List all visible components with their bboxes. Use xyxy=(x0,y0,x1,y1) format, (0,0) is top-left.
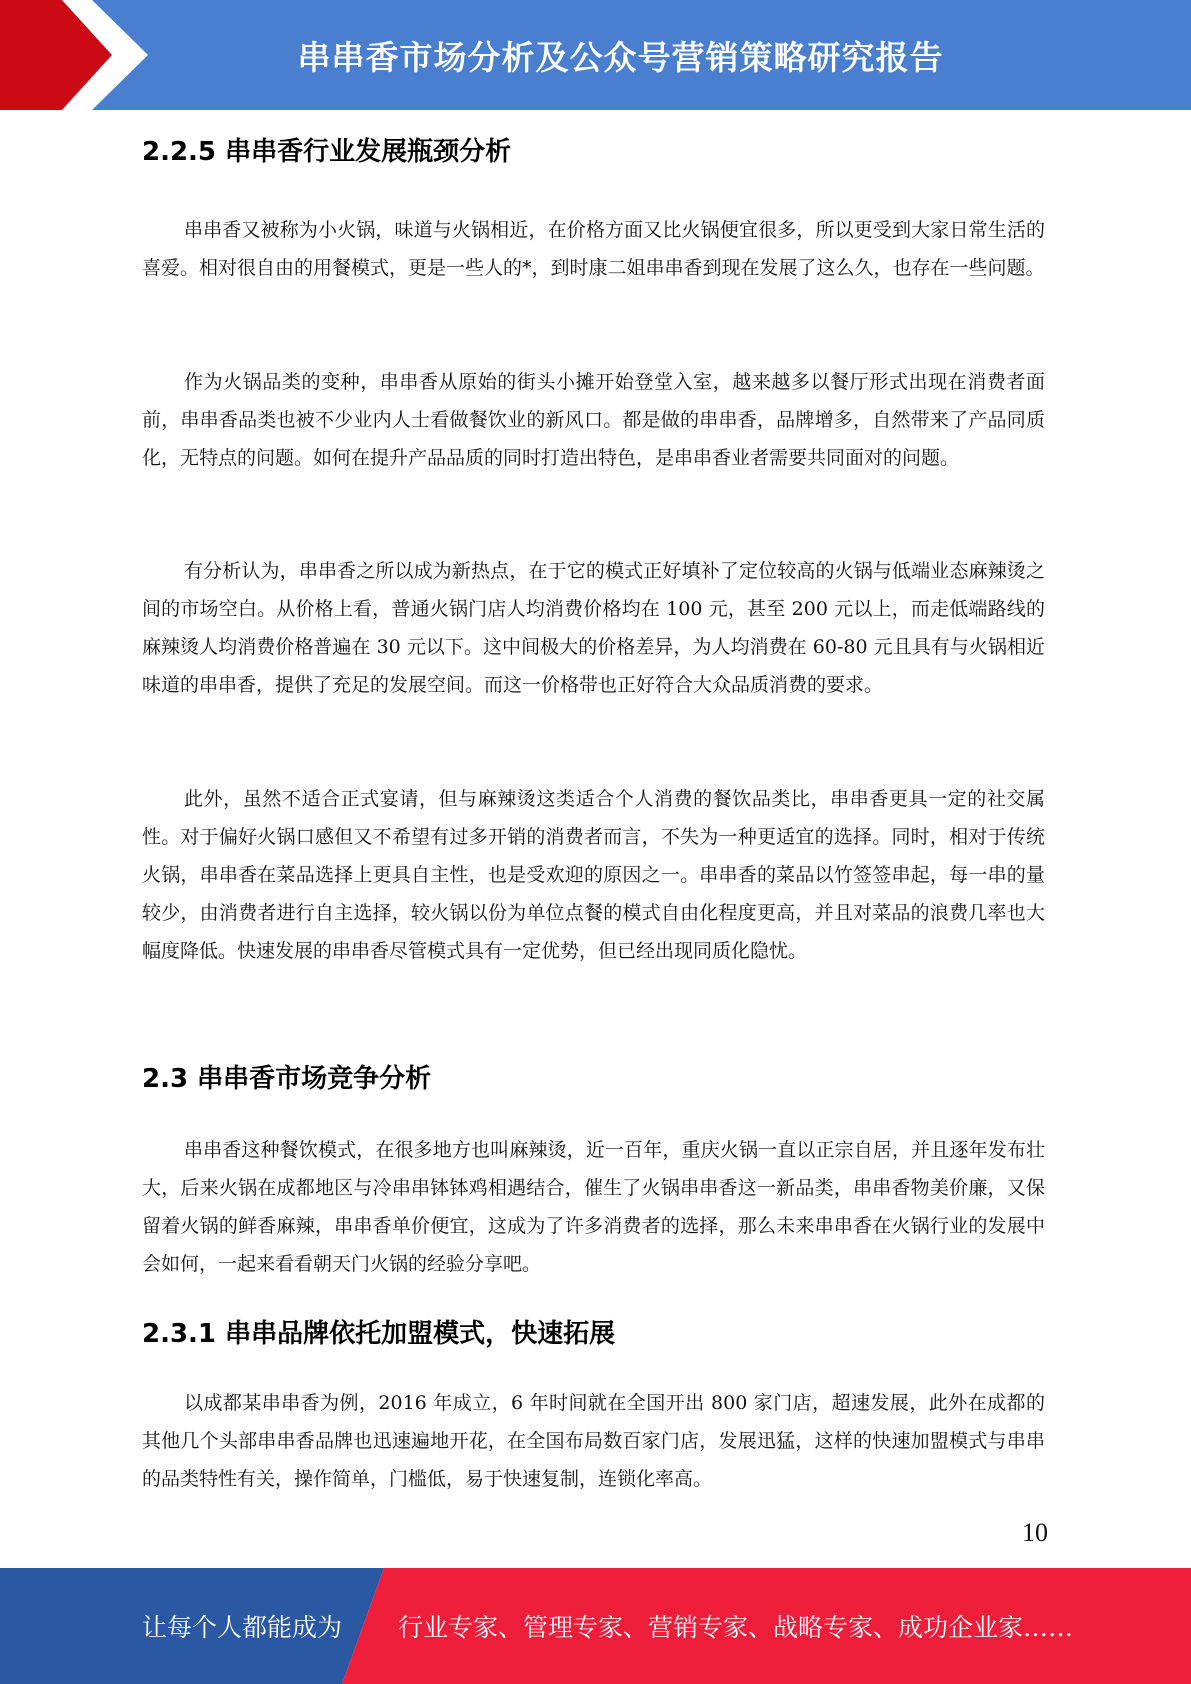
section-heading-2-2-5: 2.2.5 串串香行业发展瓶颈分析 xyxy=(142,137,512,167)
footer-slogan-right: 行业专家、管理专家、营销专家、战略专家、成功企业家…… xyxy=(398,1613,1074,1642)
paragraph: 此外，虽然不适合正式宴请，但与麻辣烫这类适合个人消费的餐饮品类比，串串香更具一定的社交属性。对于偏好火锅口感但又不希望有过多开销的消费者而言，不失为一种更适宜的选择。同时，相对于传统火锅，串串香在菜品选择上更具自主性，也是受欢迎的原因之一。串串香的菜品以竹签签串起，每一串的量较少，由消费者进行自主选择，较火锅以份为单位点餐的模式自由化程度更高，并且对菜品的浪费几率也大幅度降低。快速发展的串串香尽管模式具有一定优势，但已经出现同质化隐忧。 xyxy=(142,788,1045,962)
paragraph: 串串香这种餐饮模式，在很多地方也叫麻辣烫，近一百年，重庆火锅一直以正宗自居，并且逐年发布壮大，后来火锅在成都地区与冷串串钵钵鸡相遇结合，催生了火锅串串香这一新品类，串串香物美价廉，又保留着火锅的鲜香麻辣，串串香单价便宜，这成为了许多消费者的选择，那么未来串串香在火锅行业的发展中会如何，一起来看看朝天门火锅的经验分享吧。 xyxy=(142,1139,1045,1275)
paragraph: 串串香又被称为小火锅，味道与火锅相近，在价格方面又比火锅便宜很多，所以更受到大家日常生活的喜爱。相对很自由的用餐模式，更是一些人的*，到时康二姐串串香到现在发展了这么久，也存在一些问题。 xyxy=(142,219,1045,279)
section-heading-2-3: 2.3 串串香市场竞争分析 xyxy=(142,1064,432,1094)
paragraph: 以成都某串串香为例，2016 年成立，6 年时间就在全国开出 800 家门店，超速发展，此外在成都的其他几个头部串串香品牌也迅速遍地开花，在全国布局数百家门店，发展迅猛，这样的快速加盟模式与串串的品类特性有关，操作简单，门槛低，易于快速复制，连锁化率高。 xyxy=(142,1392,1045,1490)
paragraph: 有分析认为，串串香之所以成为新热点，在于它的模式正好填补了定位较高的火锅与低端业态麻辣烫之间的市场空白。从价格上看，普通火锅门店人均消费价格均在 100 元，甚至 200 元以上，而走低端路线的麻辣烫人均消费价格普遍在 30 元以下。这中间极大的价格差异，为人均消费在 60-80 元且具有与火锅相近味道的串串香，提供了充足的发展空间。而这一价格带也正好符合大众品质消费的要求。 xyxy=(142,560,1045,696)
report-title: 串串香市场分析及公众号营销策略研究报告 xyxy=(297,37,944,77)
page-footer xyxy=(0,1568,1191,1684)
page-header xyxy=(0,0,1191,110)
paragraph: 作为火锅品类的变种，串串香从原始的街头小摊开始登堂入室，越来越多以餐厅形式出现在消费者面前，串串香品类也被不少业内人士看做餐饮业的新风口。都是做的串串香，品牌增多，自然带来了产品同质化，无特点的问题。如何在提升产品品质的同时打造出特色，是串串香业者需要共同面对的问题。 xyxy=(142,371,1045,469)
footer-slogan-left: 让每个人都能成为 xyxy=(142,1613,343,1642)
page-number: 10 xyxy=(1022,1518,1048,1547)
section-heading-2-3-1: 2.3.1 串串品牌依托加盟模式，快速拓展 xyxy=(142,1319,616,1349)
